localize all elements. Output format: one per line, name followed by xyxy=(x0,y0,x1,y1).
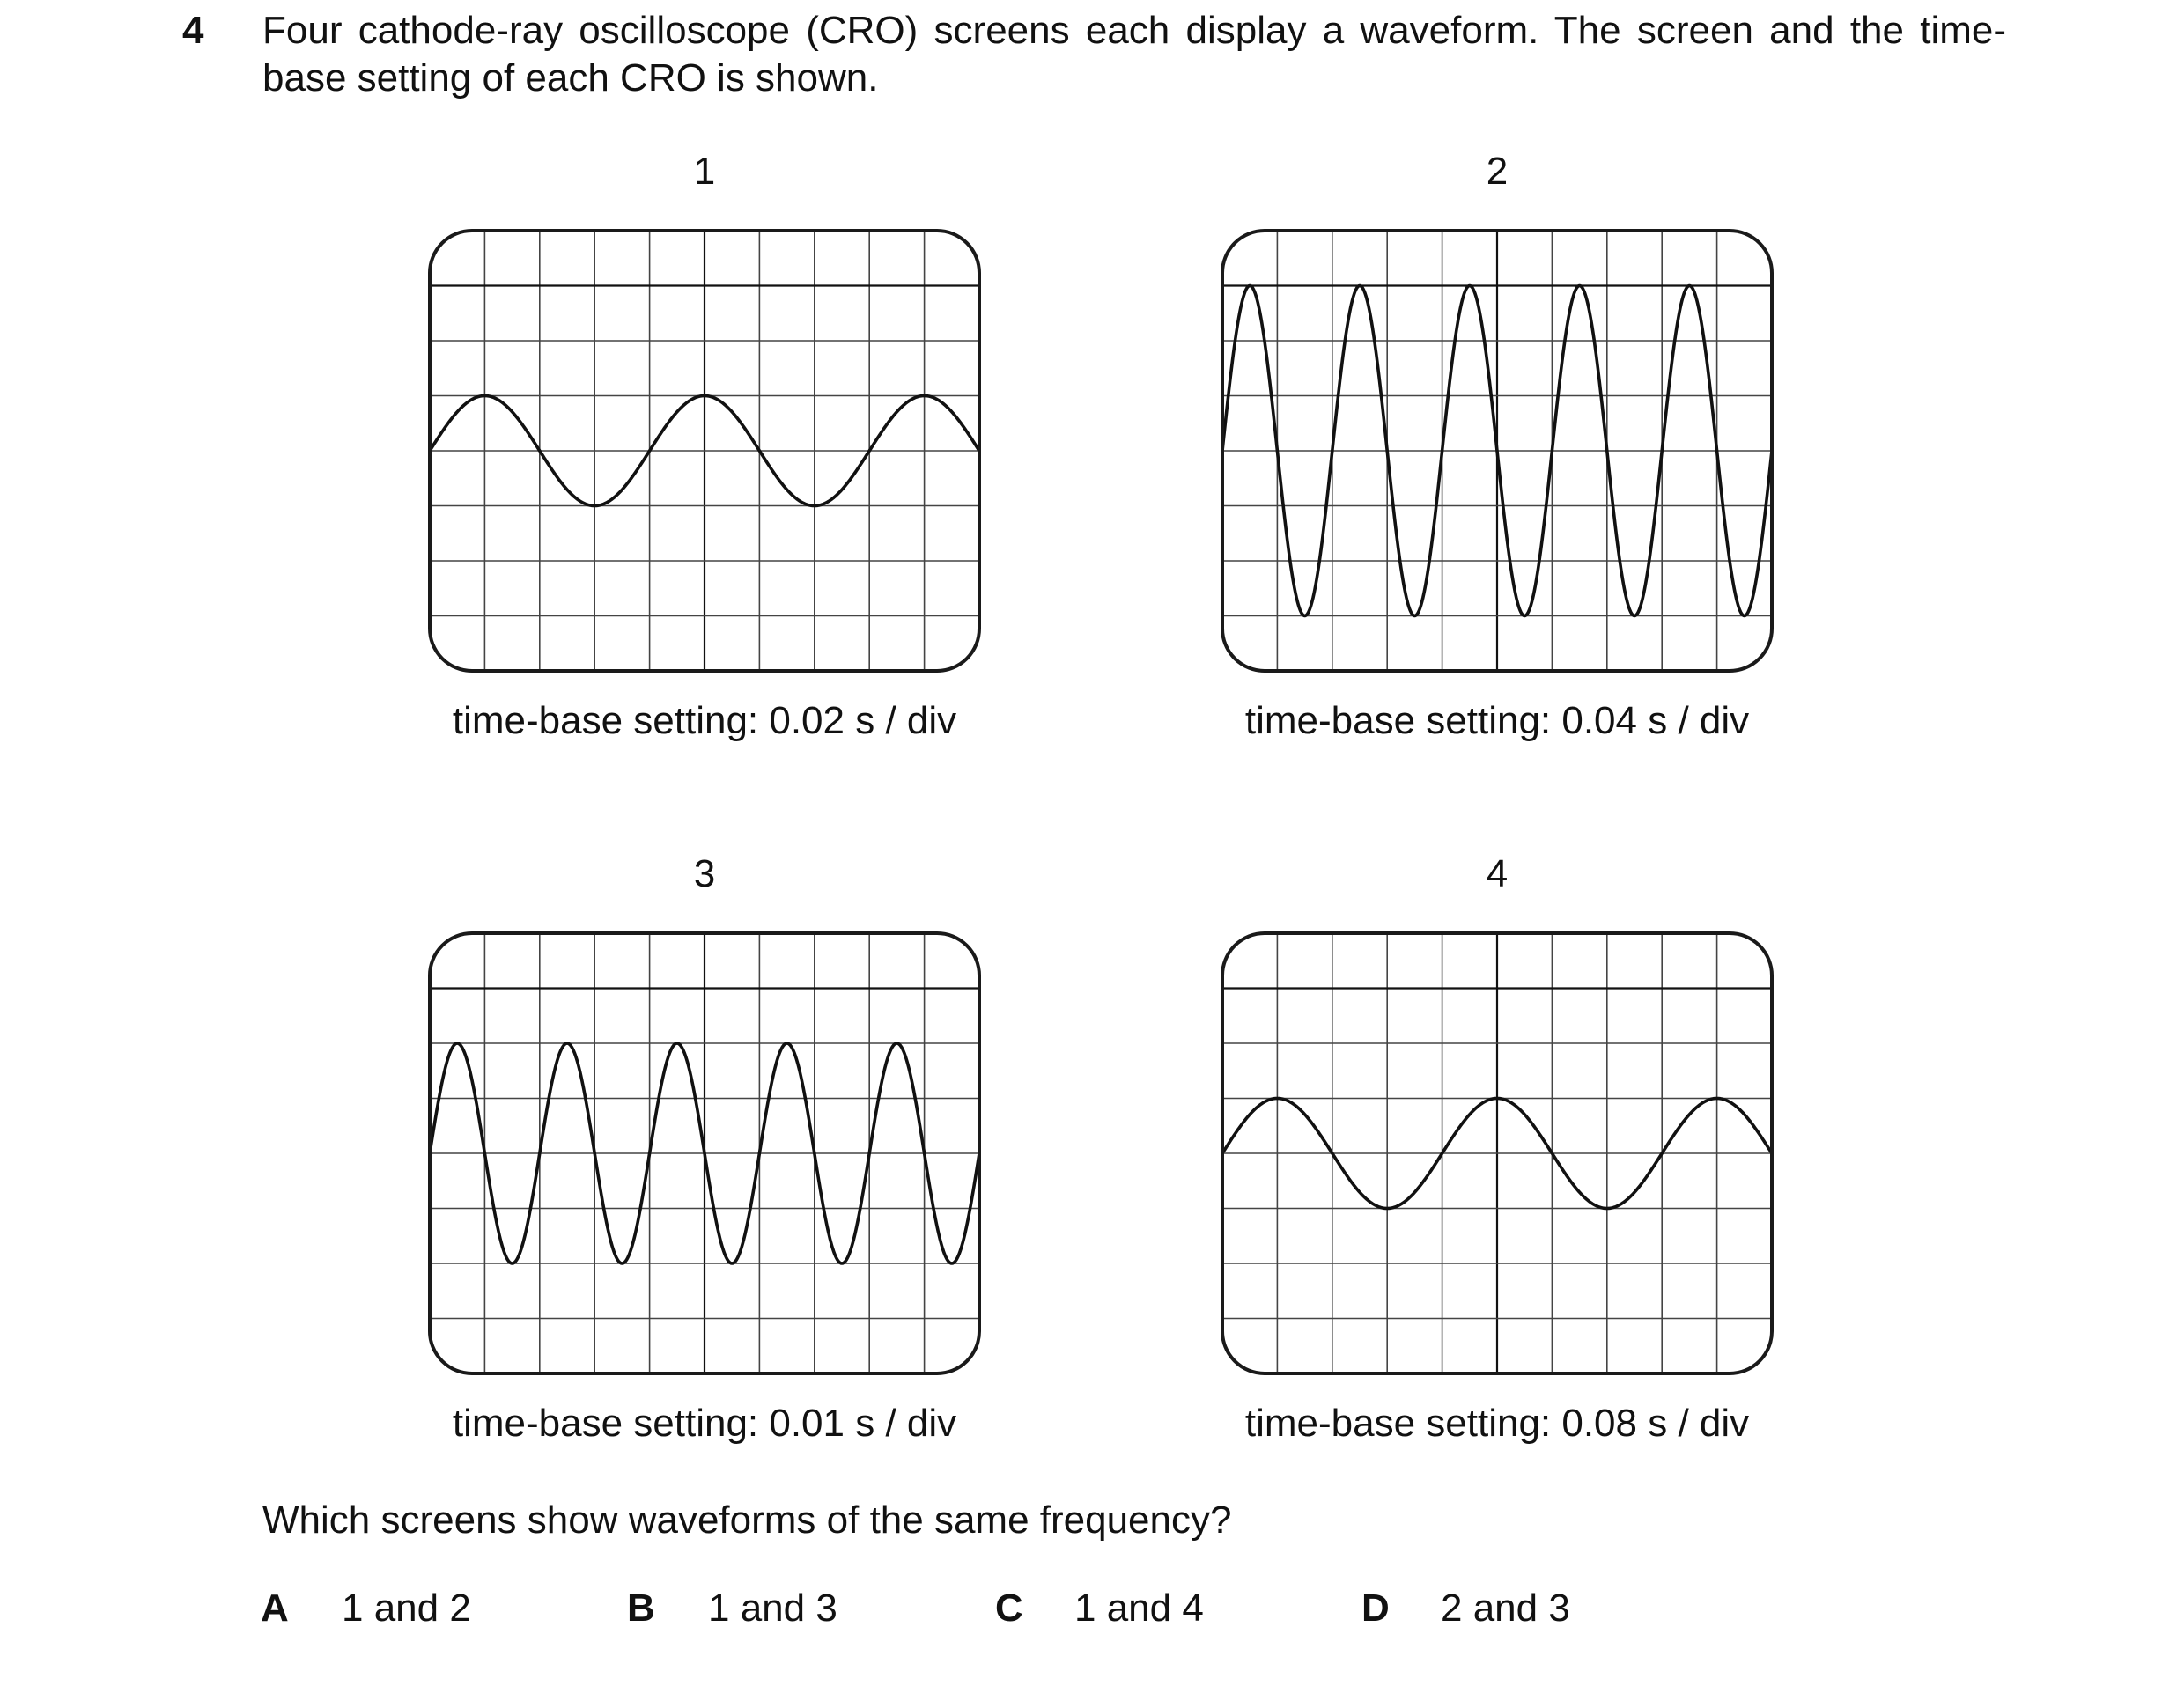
screen-4-timebase: time-base setting: 0.08 s / div xyxy=(1244,1402,1750,1445)
option-b-letter[interactable]: B xyxy=(627,1587,655,1630)
cro-screen-2 xyxy=(1221,229,1774,673)
screen-3-grid xyxy=(430,933,979,1373)
screen-1-timebase: time-base setting: 0.02 s / div xyxy=(452,699,957,742)
screen-2-label: 2 xyxy=(1486,150,1509,193)
cro-screen-1 xyxy=(428,229,981,673)
cro-screen-4 xyxy=(1221,931,1774,1375)
cro-screen-3 xyxy=(428,931,981,1375)
screen-3-timebase: time-base setting: 0.01 s / div xyxy=(452,1402,957,1445)
question-number: 4 xyxy=(182,9,204,52)
option-d-letter[interactable]: D xyxy=(1361,1587,1390,1630)
option-c-text[interactable]: 1 and 4 xyxy=(1074,1587,1204,1630)
question-stem: Four cathode-ray oscilloscope (CRO) screens each display a waveform. The screen and the time-base setting of each CRO is shown. xyxy=(262,9,2006,99)
option-a-text[interactable]: 1 and 2 xyxy=(342,1587,471,1630)
screen-1-label: 1 xyxy=(693,150,716,193)
screen-3-label: 3 xyxy=(693,852,716,895)
question-prompt: Which screens show waveforms of the same frequency? xyxy=(262,1498,1232,1542)
option-c-letter[interactable]: C xyxy=(995,1587,1023,1630)
option-d-text[interactable]: 2 and 3 xyxy=(1441,1587,1570,1630)
option-a-letter[interactable]: A xyxy=(261,1587,289,1630)
screen-4-label: 4 xyxy=(1486,852,1509,895)
screen-2-timebase: time-base setting: 0.04 s / div xyxy=(1244,699,1750,742)
screen-2-grid xyxy=(1222,231,1772,671)
screen-1-grid xyxy=(430,231,979,671)
screen-4-grid xyxy=(1222,933,1772,1373)
option-b-text[interactable]: 1 and 3 xyxy=(708,1587,837,1630)
